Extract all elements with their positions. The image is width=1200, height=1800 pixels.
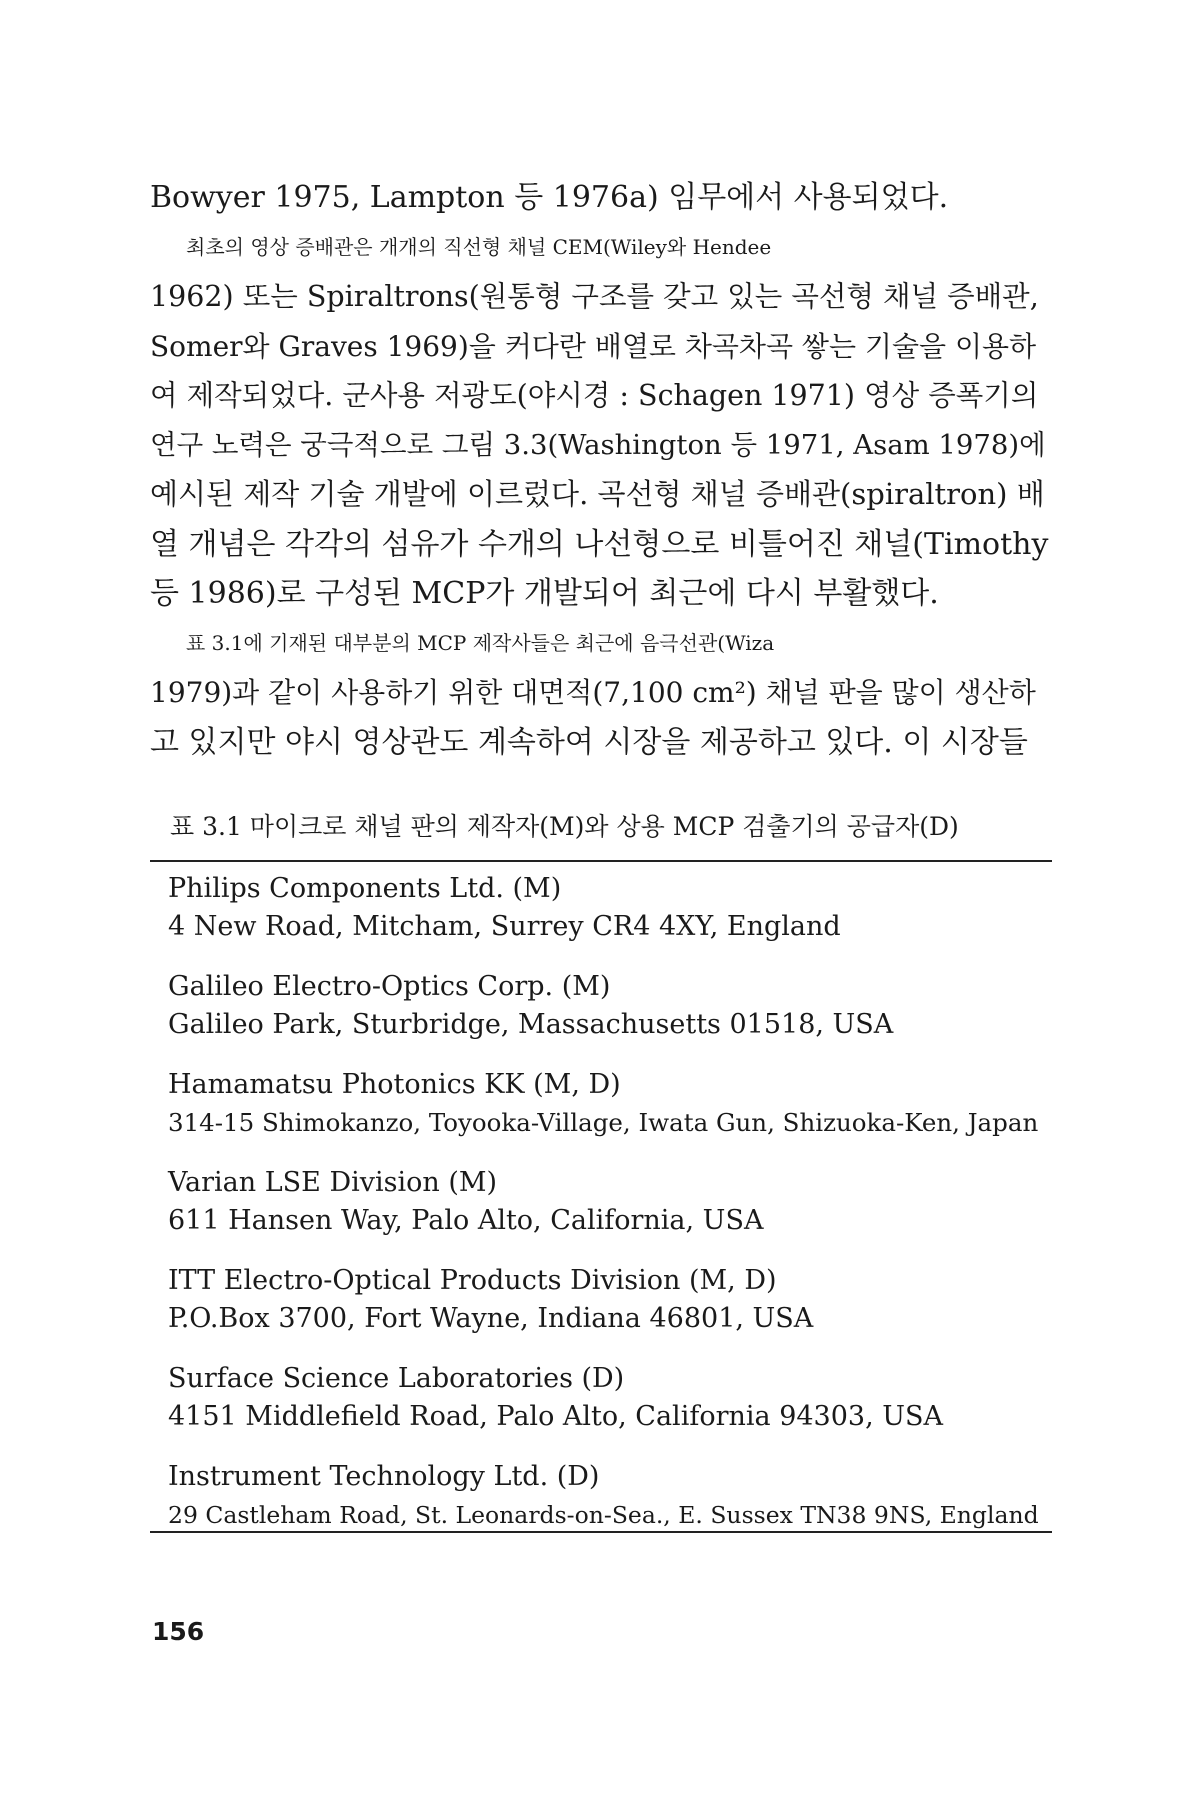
body-line: 표 3.1에 기재된 대부분의 MCP 제작사들은 최근에 음극선관(Wiza — [186, 630, 775, 655]
body-line: Somer와 Graves 1969)을 커다란 배열로 차곡차곡 쌓는 기술을 이용하 — [150, 329, 1037, 363]
list-item — [168, 1262, 1048, 1338]
company-address: 4 New Road, Mitcham, Surrey CR4 4XY, England — [168, 911, 841, 942]
company-name: Instrument Technology Ltd. (D) — [168, 1461, 600, 1492]
body-line: Bowyer 1975, Lampton 등 1976a) 임무에서 사용되었다. — [150, 180, 949, 215]
list-item — [168, 1066, 1048, 1142]
body-line: 1979)과 같이 사용하기 위한 대면적(7,100 cm²) 채널 판을 많이 생산하 — [150, 676, 1036, 709]
company-address: 4151 Middlefield Road, Palo Alto, California 94303, USA — [168, 1401, 943, 1432]
supplier-list — [168, 870, 1048, 1556]
list-item — [168, 1164, 1048, 1240]
list-item — [168, 870, 1048, 946]
body-line: 1962) 또는 Spiraltrons(원통형 구조를 갖고 있는 곡선형 채널 증배관, — [150, 280, 1039, 313]
body-line: 등 1986)로 구성된 MCP가 개발되어 최근에 다시 부활했다. — [150, 576, 939, 611]
list-item — [168, 1360, 1048, 1436]
page-number: 156 — [152, 1617, 205, 1646]
body-line: 여 제작되었다. 군사용 저광도(야시경 : Schagen 1971) 영상 증폭기의 — [150, 379, 1039, 412]
body-line: 열 개념은 각각의 섬유가 수개의 나선형으로 비틀어진 채널(Timothy — [150, 526, 1049, 562]
body-line: 고 있지만 야시 영상관도 계속하여 시장을 제공하고 있다. 이 시장들 — [150, 724, 1028, 760]
company-address: 611 Hansen Way, Palo Alto, California, USA — [168, 1205, 764, 1236]
body-text — [150, 173, 1050, 767]
company-name: Galileo Electro-Optics Corp. (M) — [168, 971, 611, 1002]
body-line: 최초의 영상 증배관은 개개의 직선형 채널 CEM(Wiley와 Hendee — [186, 234, 772, 259]
company-name: Varian LSE Division (M) — [168, 1167, 498, 1198]
table-caption: 표 3.1 마이크로 채널 판의 제작자(M)와 상용 MCP 검출기의 공급자(D) — [170, 812, 959, 841]
company-name: ITT Electro-Optical Products Division (M, D) — [168, 1265, 777, 1296]
company-address: P.O.Box 3700, Fort Wayne, Indiana 46801, USA — [168, 1303, 814, 1334]
company-name: Surface Science Laboratories (D) — [168, 1363, 625, 1394]
table-top-rule — [150, 860, 1052, 862]
company-name: Hamamatsu Photonics KK (M, D) — [168, 1069, 621, 1100]
list-item — [168, 968, 1048, 1044]
list-item — [168, 1458, 1048, 1534]
company-address: 314-15 Shimokanzo, Toyooka-Village, Iwata Gun, Shizuoka-Ken, Japan — [168, 1108, 1039, 1137]
body-line: 연구 노력은 궁극적으로 그림 3.3(Washington 등 1971, Asam 1978)에 — [150, 428, 1046, 461]
company-address: Galileo Park, Sturbridge, Massachusetts 01518, USA — [168, 1009, 894, 1040]
company-name: Philips Components Ltd. (M) — [168, 873, 562, 904]
company-address: 29 Castleham Road, St. Leonards-on-Sea., E. Sussex TN38 9NS, England — [168, 1501, 1039, 1529]
body-line: 예시된 제작 기술 개발에 이르렀다. 곡선형 채널 증배관(spiraltron) 배 — [150, 477, 1045, 511]
table-bottom-rule — [150, 1531, 1052, 1533]
